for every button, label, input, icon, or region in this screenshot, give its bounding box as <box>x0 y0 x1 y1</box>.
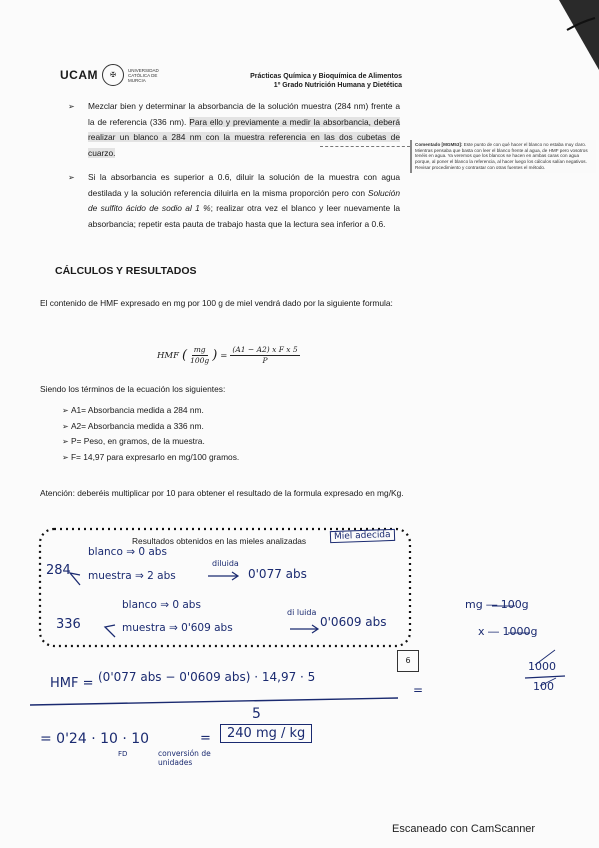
bullet-text: Si la absorbancia es superior a 0.6, diluir la solución de la muestra con agua destilada y la solución referencia diluirla en la misma proporción pero con <box>88 172 400 198</box>
formula-numerator: (A1 − A2) x F x 5 <box>232 345 298 354</box>
section-title: CÁLCULOS Y RESULTADOS <box>55 265 197 277</box>
diluted-note: diluida <box>212 559 239 568</box>
arrow-bullet-icon: ➢ <box>68 173 75 182</box>
highlighted-text: Para ello y previamente a medir la absorbancia, deberá realizar un blanco a 284 nm con la muestra referencia en las dos cubetas de cuarzo. <box>88 116 400 158</box>
blank-284: blanco ⇒ 0 abs <box>88 546 167 558</box>
unit-denominator: 100g <box>190 356 210 365</box>
dilution-factor-label: FD <box>118 750 128 758</box>
seal-icon: ✠ <box>102 64 124 86</box>
equals-sign-2: = <box>200 731 211 746</box>
arrow-icon <box>208 572 238 580</box>
right-frac-num: 1000 <box>528 660 556 673</box>
bullet-text: ; realizar otra vez el blanco y leer nuevamente la absorbancia; repetir esta pauta de trabajo hasta que la lectura sea inferior a 0.6. <box>88 203 400 229</box>
wavelength-284: 284 <box>46 563 71 578</box>
right-fraction-line <box>525 676 565 678</box>
units-conversion-note: conversión de unidades <box>158 749 211 767</box>
comment-text: Este punto de con qué hacer el blanco no estaba muy claro. Mientras pensaba que basta con leer el blanco frente al agua, de HMF pero vosotros tenéis en agua. Ya veremos que los blancos se hacen en ambas caras con agua porque, al poner el blanco la referencia, al hacer luego los cálculos salían negativos. Revisar procedimiento y contrastar con otras fuentes el método. <box>415 142 588 170</box>
blank-336: blanco ⇒ 0 abs <box>122 599 201 611</box>
header-line-2: 1º Grado Nutrición Humana y Dietética <box>273 82 402 89</box>
list-item: ➢ F= 14,97 para expresarlo en mg/100 gramos. <box>62 450 239 466</box>
conversion-bottom: x ― 1000g <box>478 625 538 638</box>
comment-author: Comentado [MGM53]: <box>415 142 463 147</box>
university-name: UNIVERSIDAD CATÓLICA DE MURCIA <box>128 67 159 83</box>
formula-denominator: P <box>262 356 268 365</box>
result-284: 0'077 abs <box>248 567 307 581</box>
bullet-text: Mezclar bien y determinar la absorbancia de la solución muestra (284 nm) frente a la de referencia (336 nm). <box>88 101 400 127</box>
hmf-formula: HMF ( $\frac{mg}{100g}$ ) = $\frac{\text{(A1 − A2) x F x 5}}{P}$ <box>157 345 298 365</box>
list-item: ➢ A2= Absorbancia medida a 336 nm. <box>62 419 239 435</box>
hmf-label: HMF = <box>50 676 94 691</box>
page-number-box: 6 <box>397 650 419 672</box>
result-line: = 0'24 · 10 · 10 <box>40 731 150 747</box>
header-line-1: Prácticas Química y Bioquímica de Alimentos <box>250 73 402 80</box>
italic-text: Solución de sulfito ácido de sodio al 1 % <box>88 187 400 213</box>
equals-sign: = <box>413 683 424 697</box>
wavelength-336: 336 <box>56 617 81 632</box>
attention-note: Atención: deberéis multiplicar por 10 para obtener el resultado de la formula expresado en mg/Kg. <box>40 488 404 498</box>
list-item: ➢ P= Peso, en gramos, de la muestra. <box>62 434 239 450</box>
sample-284: muestra ⇒ 2 abs <box>88 570 176 582</box>
list-item: ➢ A1= Absorbancia medida a 284 nm. <box>62 403 239 419</box>
formula-lhs: HMF <box>157 350 180 361</box>
honey-label: Miel adecida <box>330 529 395 543</box>
right-frac-den: 100 <box>533 680 554 693</box>
sample-336: muestra ⇒ 0'609 abs <box>122 622 233 634</box>
intro-paragraph: El contenido de HMF expresado en mg por 100 g de miel vendrá dado por la siguiente formula: <box>40 298 393 308</box>
final-result: 240 mg / kg <box>220 724 312 743</box>
conversion-top: mg ― 100g <box>465 598 529 611</box>
scanner-watermark: Escaneado con CamScanner <box>392 823 536 835</box>
logo-text: UCAM <box>60 68 98 82</box>
hmf-fraction-line <box>30 698 398 705</box>
hmf-numerator: (0'077 abs − 0'0609 abs) · 14,97 · 5 <box>98 670 316 684</box>
bracket-284 <box>70 573 80 585</box>
diluted-note-2: di luida <box>287 608 317 617</box>
bracket-336 <box>105 625 115 637</box>
results-title: Resultados obtenidos en las mieles analizadas <box>132 536 307 546</box>
hmf-denominator: 5 <box>252 706 261 722</box>
unit-numerator: mg <box>193 345 206 354</box>
arrow-bullet-icon: ➢ <box>68 102 75 111</box>
result-336: 0'0609 abs <box>320 615 387 629</box>
terms-intro: Siendo los términos de la ecuación los siguientes: <box>40 384 226 394</box>
arrow-icon <box>290 625 318 633</box>
